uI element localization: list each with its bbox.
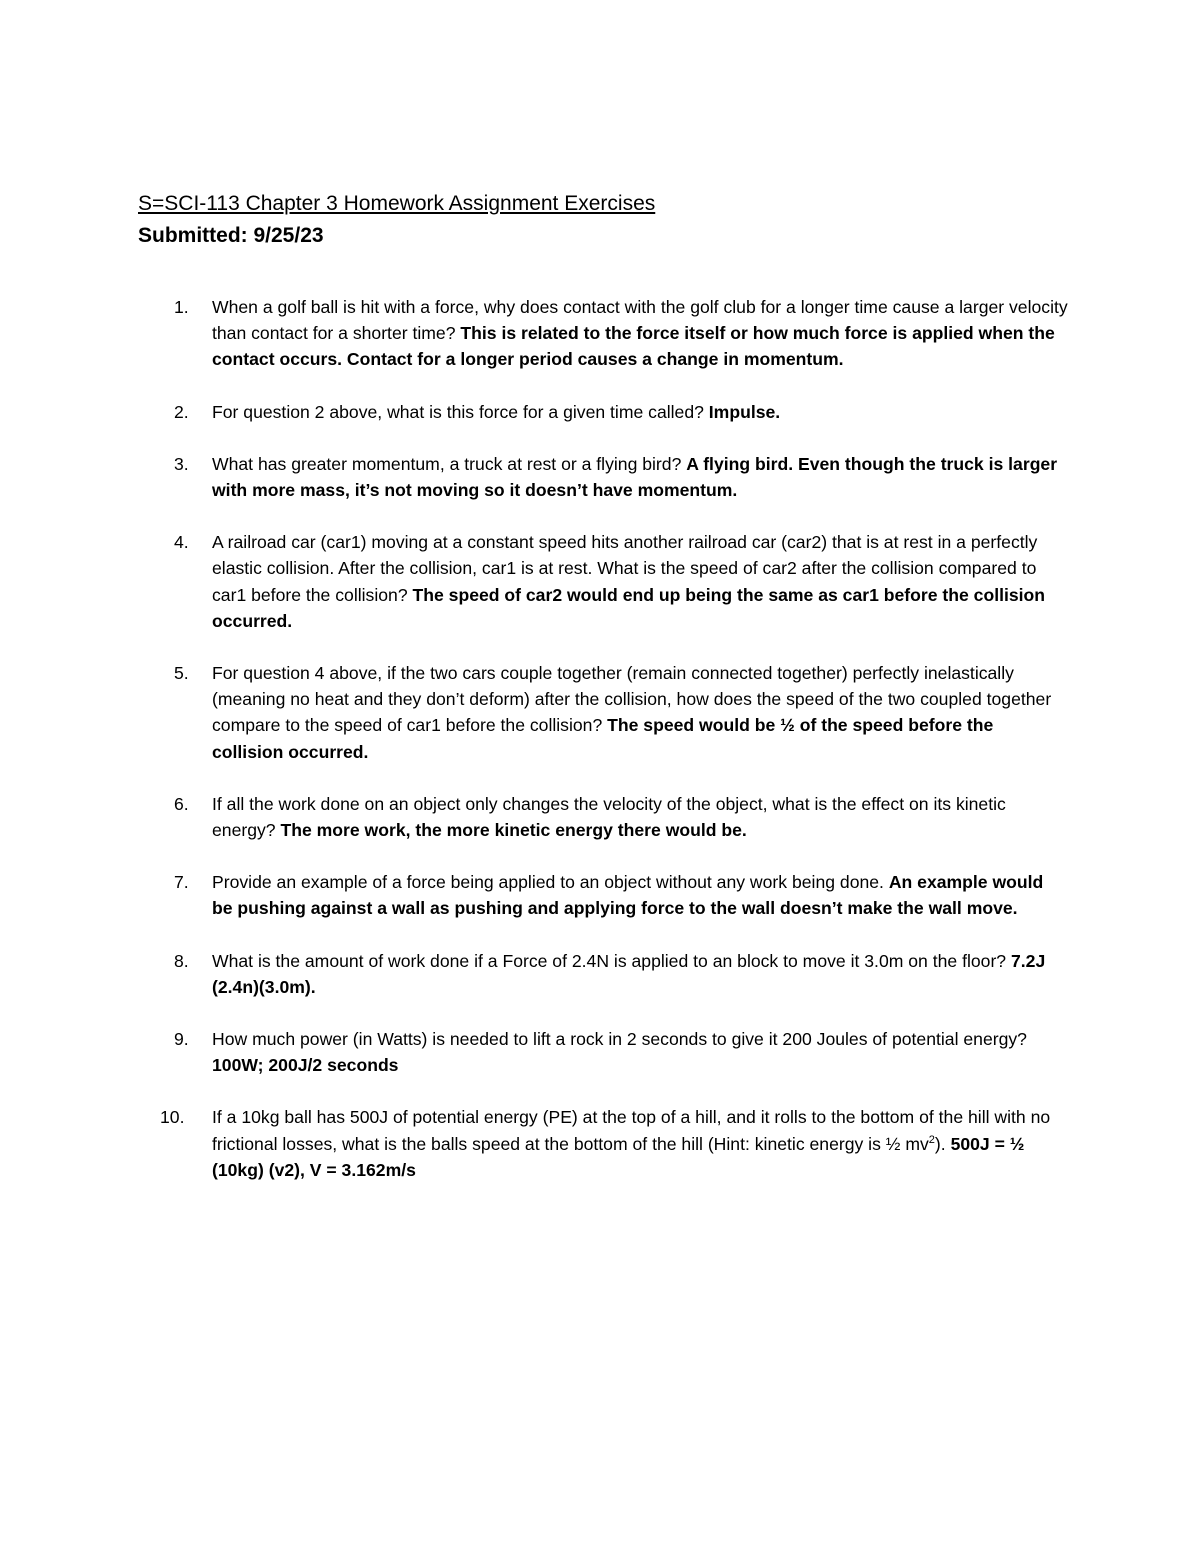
question-number: 9.	[174, 1029, 189, 1050]
answer-text: 7.2J (2.4n)(3.0m).	[212, 950, 1046, 997]
question-number: 4.	[174, 532, 189, 553]
question-number: 5.	[174, 663, 189, 684]
question-text-tail: ).	[934, 1133, 951, 1154]
question-text: Provide an example of a force being applied to an object without any work being done.	[212, 872, 889, 893]
question-number: 10.	[160, 1107, 185, 1128]
list-item-question-4	[138, 529, 1068, 634]
question-number: 2.	[174, 401, 189, 422]
question-text: What is the amount of work done if a Force of 2.4N is applied to an block to move it 3.0m on the floor?	[212, 950, 1011, 971]
question-text: How much power (in Watts) is needed to lift a rock in 2 seconds to give it 200 Joules of potential energy?	[212, 1029, 1027, 1050]
question-number: 8.	[174, 950, 189, 971]
answer-text: A flying bird. Even though the truck is larger with more mass, it’s not moving so it doesn’t have momentum.	[212, 453, 1058, 501]
question-number: 6.	[174, 793, 189, 814]
list-item-question-9	[138, 1026, 1068, 1078]
question-text: If all the work done on an object only changes the velocity of the object, what is the effect on its kinetic energy?	[212, 793, 1006, 841]
list-item-question-8	[138, 948, 1068, 1000]
list-item-question-6	[138, 791, 1068, 843]
list-item-question-5	[138, 660, 1068, 765]
list-item-question-10	[138, 1104, 1068, 1183]
question-number: 3.	[174, 453, 189, 474]
list-item-question-2	[138, 399, 1068, 425]
question-text: A railroad car (car1) moving at a constant speed hits another railroad car (car2) that is at rest in a perfectly elastic collision. After the collision, car1 is at rest. What is the speed of car2 after the collision compared to car1 before the collision?	[212, 532, 1038, 605]
question-text: If a 10kg ball has 500J of potential energy (PE) at the top of a hill, and it rolls to the bottom of the hill with no frictional losses, what is the balls speed at the bottom of the hill (Hint: kinetic energy is ½ mv	[212, 1107, 1051, 1154]
question-text: When a golf ball is hit with a force, why does contact with the golf club for a longer time cause a larger velocity than contact for a shorter time?	[212, 297, 1068, 344]
question-text: What has greater momentum, a truck at rest or a flying bird?	[212, 453, 687, 474]
answer-text: The more work, the more kinetic energy there would be.	[280, 820, 747, 841]
submitted-date: Submitted: 9/25/23	[138, 224, 324, 247]
answer-text: 100W; 200J/2 seconds	[212, 1055, 399, 1076]
answer-text: An example would be pushing against a wall as pushing and applying force to the wall doesn’t make the wall move.	[212, 872, 1044, 919]
question-text: For question 2 above, what is this force for a given time called?	[212, 401, 709, 422]
answer-text: Impulse.	[708, 401, 781, 422]
answer-text: This is related to the force itself or how much force is applied when the contact occurs. Contact for a longer period causes a change in momentum.	[212, 323, 1055, 370]
question-number: 1.	[174, 297, 189, 317]
list-item-question-3	[138, 451, 1068, 503]
question-text: For question 4 above, if the two cars couple together (remain connected together) perfectly inelastically (meaning no heat and they don’t deform) after the collision, how does the speed of the two coupled together compare to the speed of car1 before the collision?	[212, 663, 1052, 736]
list-item-question-7	[138, 869, 1068, 921]
list-item-question-1	[138, 294, 1068, 373]
answer-text: 500J = ½ (10kg) (v2), V = 3.162m/s	[212, 1133, 1025, 1180]
answer-text: The speed would be ½ of the speed before the collision occurred.	[212, 715, 994, 762]
question-number: 7.	[174, 872, 189, 893]
exponent-superscript: 2	[928, 1133, 935, 1146]
answer-text: The speed of car2 would end up being the same as car1 before the collision occurred.	[212, 584, 1046, 631]
document-title: S=SCI-113 Chapter 3 Homework Assignment Exercises	[138, 192, 656, 215]
question-list	[138, 294, 1068, 1209]
